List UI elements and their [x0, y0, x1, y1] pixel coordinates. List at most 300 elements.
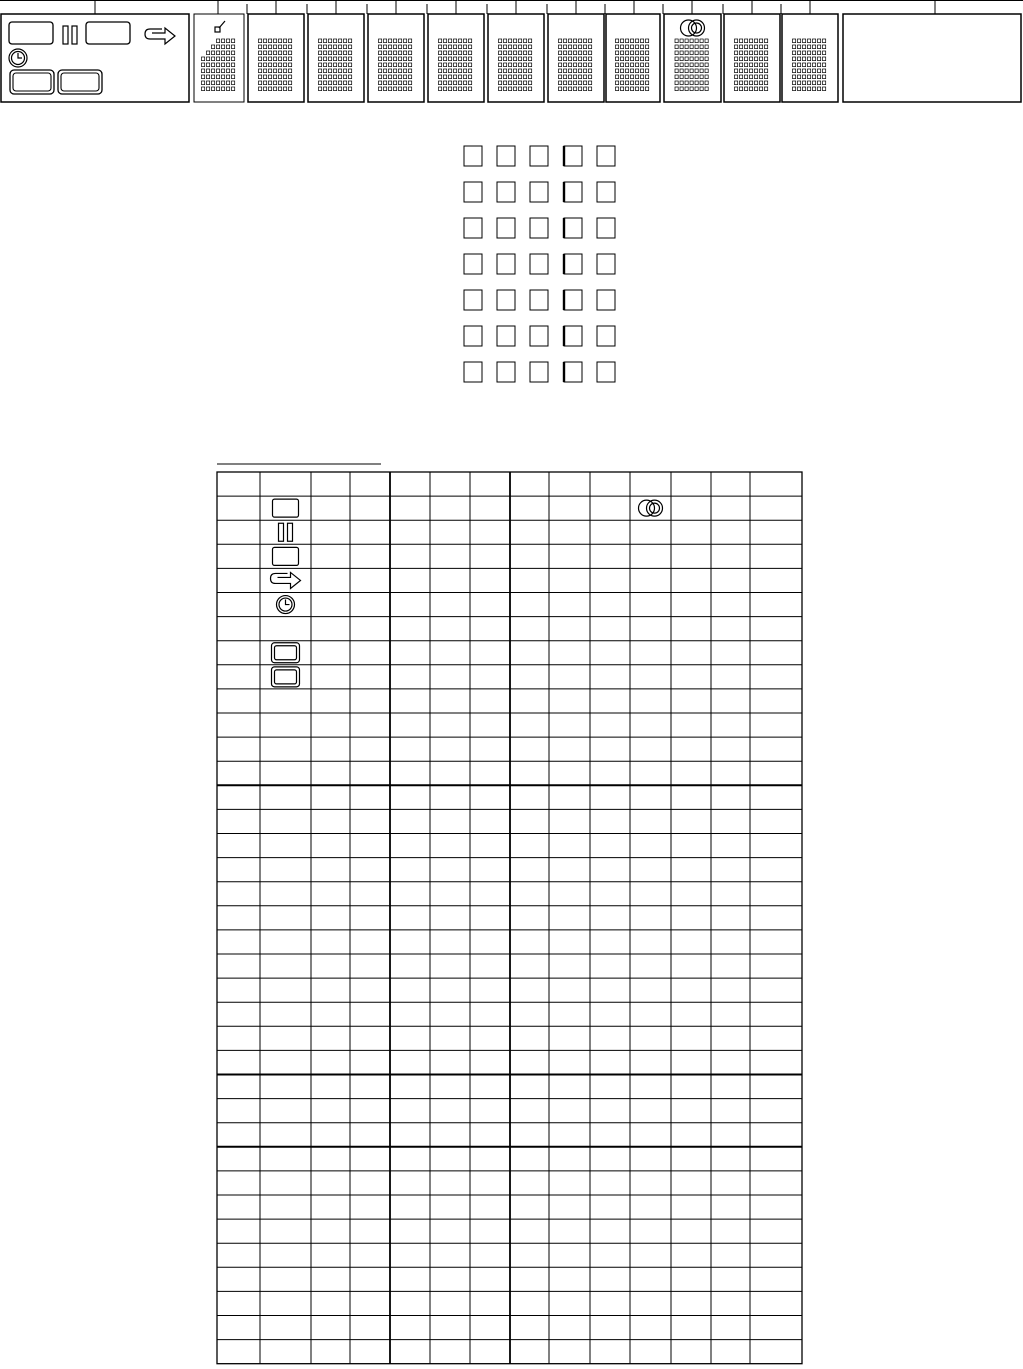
table-cell[interactable]: [630, 1219, 671, 1243]
table-cell[interactable]: [549, 1291, 590, 1315]
table-cell[interactable]: [390, 1316, 430, 1340]
table-cell[interactable]: [260, 737, 311, 761]
table-cell[interactable]: [590, 1340, 630, 1364]
table-cell[interactable]: [430, 809, 470, 833]
table-cell[interactable]: [390, 930, 430, 954]
table-cell[interactable]: [470, 834, 510, 858]
table-cell[interactable]: [260, 472, 311, 496]
table-cell[interactable]: [217, 858, 260, 882]
table-cell[interactable]: [470, 761, 510, 785]
table-cell[interactable]: [590, 1219, 630, 1243]
table-cell[interactable]: [217, 1219, 260, 1243]
table-cell[interactable]: [390, 1002, 430, 1026]
table-cell[interactable]: [750, 1267, 802, 1291]
table-cell[interactable]: [630, 1123, 671, 1147]
table-cell[interactable]: [671, 785, 711, 809]
key-cell[interactable]: [597, 146, 615, 166]
table-cell[interactable]: [430, 1340, 470, 1364]
table-cell[interactable]: [430, 954, 470, 978]
table-cell[interactable]: [671, 472, 711, 496]
table-cell[interactable]: [470, 1123, 510, 1147]
table-cell[interactable]: [711, 785, 750, 809]
table-cell[interactable]: [470, 1050, 510, 1074]
table-cell[interactable]: [350, 1291, 390, 1315]
table-cell[interactable]: [430, 472, 470, 496]
table-cell[interactable]: [350, 809, 390, 833]
table-cell[interactable]: [590, 689, 630, 713]
table-cell[interactable]: [590, 1075, 630, 1099]
table-cell[interactable]: [470, 737, 510, 761]
table-cell[interactable]: [350, 858, 390, 882]
table-cell[interactable]: [549, 1219, 590, 1243]
key-cell[interactable]: [464, 290, 482, 310]
table-cell[interactable]: [260, 761, 311, 785]
table-cell[interactable]: [390, 1123, 430, 1147]
table-cell[interactable]: [430, 1026, 470, 1050]
table-cell[interactable]: [750, 1243, 802, 1267]
table-cell[interactable]: [430, 906, 470, 930]
table-cell[interactable]: [217, 954, 260, 978]
table-cell[interactable]: [217, 689, 260, 713]
table-cell[interactable]: [350, 568, 390, 592]
key-cell[interactable]: [564, 290, 582, 310]
table-cell[interactable]: [711, 954, 750, 978]
table-cell[interactable]: [630, 809, 671, 833]
table-cell[interactable]: [590, 1243, 630, 1267]
control-button[interactable]: [58, 70, 102, 94]
table-cell[interactable]: [671, 1219, 711, 1243]
table-cell[interactable]: [311, 809, 350, 833]
key-cell[interactable]: [464, 146, 482, 166]
table-cell[interactable]: [671, 1026, 711, 1050]
table-cell[interactable]: [390, 882, 430, 906]
table-cell[interactable]: [750, 1002, 802, 1026]
table-cell[interactable]: [630, 520, 671, 544]
table-cell[interactable]: [711, 713, 750, 737]
table-cell[interactable]: [430, 520, 470, 544]
table-cell[interactable]: [311, 593, 350, 617]
table-cell[interactable]: [630, 834, 671, 858]
table-cell[interactable]: [510, 496, 549, 520]
table-cell[interactable]: [430, 593, 470, 617]
table-cell[interactable]: [750, 665, 802, 689]
table-cell[interactable]: [217, 809, 260, 833]
control-button[interactable]: [10, 70, 54, 94]
table-cell[interactable]: [311, 689, 350, 713]
table-cell[interactable]: [711, 1219, 750, 1243]
table-cell[interactable]: [711, 617, 750, 641]
table-cell[interactable]: [311, 1267, 350, 1291]
table-cell[interactable]: [311, 1099, 350, 1123]
table-cell[interactable]: [549, 1075, 590, 1099]
table-cell[interactable]: [549, 809, 590, 833]
table-cell[interactable]: [549, 1340, 590, 1364]
table-cell[interactable]: [510, 1050, 549, 1074]
table-cell[interactable]: [711, 737, 750, 761]
control-button[interactable]: [9, 22, 53, 44]
table-cell[interactable]: [260, 1050, 311, 1074]
table-cell[interactable]: [549, 1147, 590, 1171]
table-cell[interactable]: [260, 785, 311, 809]
key-cell[interactable]: [464, 218, 482, 238]
table-cell[interactable]: [217, 761, 260, 785]
table-cell[interactable]: [590, 761, 630, 785]
table-cell[interactable]: [470, 785, 510, 809]
table-cell[interactable]: [671, 1123, 711, 1147]
table-cell[interactable]: [671, 713, 711, 737]
table-cell[interactable]: [590, 858, 630, 882]
key-cell[interactable]: [564, 326, 582, 346]
table-cell[interactable]: [750, 593, 802, 617]
table-cell[interactable]: [260, 930, 311, 954]
table-cell[interactable]: [549, 906, 590, 930]
table-cell[interactable]: [430, 930, 470, 954]
table-cell[interactable]: [750, 1316, 802, 1340]
table-cell[interactable]: [470, 1267, 510, 1291]
table-cell[interactable]: [510, 785, 549, 809]
table-cell[interactable]: [311, 882, 350, 906]
table-cell[interactable]: [510, 665, 549, 689]
table-cell[interactable]: [311, 785, 350, 809]
table-cell[interactable]: [311, 496, 350, 520]
table-cell[interactable]: [470, 1026, 510, 1050]
key-cell[interactable]: [530, 326, 548, 346]
table-cell[interactable]: [390, 1291, 430, 1315]
table-cell[interactable]: [350, 1340, 390, 1364]
table-cell[interactable]: [430, 713, 470, 737]
table-cell[interactable]: [630, 544, 671, 568]
table-cell[interactable]: [750, 689, 802, 713]
table-cell[interactable]: [470, 689, 510, 713]
table-cell[interactable]: [260, 978, 311, 1002]
table-cell[interactable]: [390, 1147, 430, 1171]
table-cell[interactable]: [430, 1123, 470, 1147]
table-cell[interactable]: [430, 1291, 470, 1315]
key-cell[interactable]: [497, 182, 515, 202]
table-cell[interactable]: [510, 1291, 549, 1315]
table-cell[interactable]: [671, 930, 711, 954]
table-cell[interactable]: [590, 568, 630, 592]
table-cell[interactable]: [750, 954, 802, 978]
table-cell[interactable]: [630, 1340, 671, 1364]
table-cell[interactable]: [711, 1243, 750, 1267]
table-cell[interactable]: [510, 1171, 549, 1195]
table-cell[interactable]: [750, 1340, 802, 1364]
table-cell[interactable]: [430, 641, 470, 665]
table-cell[interactable]: [430, 1267, 470, 1291]
table-cell[interactable]: [350, 737, 390, 761]
table-cell[interactable]: [750, 1195, 802, 1219]
table-cell[interactable]: [510, 1267, 549, 1291]
table-cell[interactable]: [711, 544, 750, 568]
table-cell[interactable]: [510, 1123, 549, 1147]
table-cell[interactable]: [549, 1267, 590, 1291]
table-cell[interactable]: [750, 1026, 802, 1050]
table-cell[interactable]: [350, 1267, 390, 1291]
table-cell[interactable]: [430, 1075, 470, 1099]
table-cell[interactable]: [390, 1267, 430, 1291]
table-cell[interactable]: [711, 978, 750, 1002]
table-cell[interactable]: [630, 954, 671, 978]
table-cell[interactable]: [549, 641, 590, 665]
table-cell[interactable]: [260, 1219, 311, 1243]
control-button[interactable]: [86, 22, 130, 44]
key-cell[interactable]: [464, 254, 482, 274]
table-cell[interactable]: [510, 617, 549, 641]
table-cell[interactable]: [311, 617, 350, 641]
table-cell[interactable]: [470, 472, 510, 496]
table-cell[interactable]: [390, 785, 430, 809]
table-cell[interactable]: [390, 568, 430, 592]
table-cell[interactable]: [590, 1123, 630, 1147]
key-cell[interactable]: [564, 146, 582, 166]
table-cell[interactable]: [711, 906, 750, 930]
table-cell[interactable]: [311, 1123, 350, 1147]
table-cell[interactable]: [750, 809, 802, 833]
table-cell[interactable]: [750, 472, 802, 496]
table-cell[interactable]: [671, 1002, 711, 1026]
table-cell[interactable]: [750, 641, 802, 665]
table-cell[interactable]: [711, 834, 750, 858]
table-cell[interactable]: [510, 1147, 549, 1171]
table-cell[interactable]: [260, 1316, 311, 1340]
table-cell[interactable]: [711, 882, 750, 906]
table-cell[interactable]: [671, 1195, 711, 1219]
table-cell[interactable]: [311, 520, 350, 544]
table-cell[interactable]: [350, 1243, 390, 1267]
strip-panel[interactable]: [194, 0, 244, 102]
table-cell[interactable]: [311, 1219, 350, 1243]
table-cell[interactable]: [549, 954, 590, 978]
table-cell[interactable]: [630, 930, 671, 954]
key-cell[interactable]: [564, 218, 582, 238]
strip-panel[interactable]: [605, 0, 660, 102]
table-cell[interactable]: [311, 1243, 350, 1267]
table-cell[interactable]: [350, 1050, 390, 1074]
table-cell[interactable]: [260, 1243, 311, 1267]
table-cell[interactable]: [260, 1171, 311, 1195]
table-cell[interactable]: [549, 978, 590, 1002]
table-cell[interactable]: [711, 1002, 750, 1026]
table-cell[interactable]: [510, 472, 549, 496]
table-cell[interactable]: [260, 1291, 311, 1315]
strip-panel[interactable]: [367, 0, 424, 102]
table-cell[interactable]: [311, 906, 350, 930]
key-cell[interactable]: [597, 326, 615, 346]
table-cell[interactable]: [390, 1219, 430, 1243]
strip-panel[interactable]: [547, 0, 604, 102]
table-cell[interactable]: [350, 1002, 390, 1026]
table-cell[interactable]: [549, 617, 590, 641]
table-cell[interactable]: [630, 882, 671, 906]
table-cell[interactable]: [510, 834, 549, 858]
table-cell[interactable]: [711, 568, 750, 592]
table-cell[interactable]: [549, 1171, 590, 1195]
table-cell[interactable]: [390, 520, 430, 544]
table-cell[interactable]: [470, 978, 510, 1002]
table-cell[interactable]: [750, 617, 802, 641]
table-cell[interactable]: [390, 1026, 430, 1050]
table-cell[interactable]: [390, 906, 430, 930]
table-cell[interactable]: [671, 954, 711, 978]
table-cell[interactable]: [470, 858, 510, 882]
table-cell[interactable]: [217, 544, 260, 568]
table-cell[interactable]: [470, 882, 510, 906]
table-cell[interactable]: [510, 978, 549, 1002]
table-cell[interactable]: [390, 954, 430, 978]
table-cell[interactable]: [390, 1075, 430, 1099]
table-cell[interactable]: [671, 665, 711, 689]
table-cell[interactable]: [390, 761, 430, 785]
table-cell[interactable]: [549, 858, 590, 882]
control-button[interactable]: [145, 28, 175, 44]
table-cell[interactable]: [549, 761, 590, 785]
table-cell[interactable]: [630, 785, 671, 809]
table-cell[interactable]: [350, 1316, 390, 1340]
table-cell[interactable]: [630, 1267, 671, 1291]
table-cell[interactable]: [549, 1243, 590, 1267]
table-cell[interactable]: [430, 737, 470, 761]
table-cell[interactable]: [711, 472, 750, 496]
table-cell[interactable]: [350, 472, 390, 496]
table-cell[interactable]: [750, 544, 802, 568]
table-cell[interactable]: [470, 713, 510, 737]
table-cell[interactable]: [350, 593, 390, 617]
table-cell[interactable]: [590, 785, 630, 809]
table-cell[interactable]: [260, 906, 311, 930]
table-cell[interactable]: [311, 1171, 350, 1195]
table-cell[interactable]: [350, 761, 390, 785]
table-cell[interactable]: [470, 568, 510, 592]
table-cell[interactable]: [711, 665, 750, 689]
table-cell[interactable]: [311, 665, 350, 689]
key-cell[interactable]: [497, 362, 515, 382]
table-cell[interactable]: [750, 761, 802, 785]
table-cell[interactable]: [510, 641, 549, 665]
table-cell[interactable]: [510, 1316, 549, 1340]
table-cell[interactable]: [630, 761, 671, 785]
table-cell[interactable]: [350, 1219, 390, 1243]
table-cell[interactable]: [549, 882, 590, 906]
table-cell[interactable]: [510, 520, 549, 544]
table-cell[interactable]: [750, 1171, 802, 1195]
key-cell[interactable]: [597, 362, 615, 382]
table-cell[interactable]: [711, 1075, 750, 1099]
table-cell[interactable]: [430, 1171, 470, 1195]
table-cell[interactable]: [217, 737, 260, 761]
table-cell[interactable]: [311, 472, 350, 496]
table-cell[interactable]: [390, 978, 430, 1002]
table-cell[interactable]: [510, 954, 549, 978]
table-cell[interactable]: [510, 544, 549, 568]
table-cell[interactable]: [510, 809, 549, 833]
table-cell[interactable]: [590, 544, 630, 568]
table-cell[interactable]: [590, 1099, 630, 1123]
table-cell[interactable]: [671, 978, 711, 1002]
key-cell[interactable]: [530, 182, 548, 202]
table-cell[interactable]: [470, 809, 510, 833]
table-cell[interactable]: [311, 641, 350, 665]
table-cell[interactable]: [750, 785, 802, 809]
table-cell[interactable]: [311, 1340, 350, 1364]
table-cell[interactable]: [711, 496, 750, 520]
table-cell[interactable]: [430, 1219, 470, 1243]
table-cell[interactable]: [311, 1316, 350, 1340]
table-cell[interactable]: [630, 1291, 671, 1315]
table-cell[interactable]: [350, 520, 390, 544]
table-cell[interactable]: [711, 858, 750, 882]
key-cell[interactable]: [564, 182, 582, 202]
table-cell[interactable]: [311, 761, 350, 785]
key-cell[interactable]: [497, 146, 515, 166]
table-cell[interactable]: [430, 617, 470, 641]
table-cell[interactable]: [390, 834, 430, 858]
table-cell[interactable]: [390, 713, 430, 737]
table-cell[interactable]: [590, 665, 630, 689]
table-cell[interactable]: [390, 641, 430, 665]
table-cell[interactable]: [390, 1099, 430, 1123]
key-cell[interactable]: [597, 182, 615, 202]
table-cell[interactable]: [311, 1002, 350, 1026]
table-cell[interactable]: [311, 978, 350, 1002]
table-cell[interactable]: [430, 1243, 470, 1267]
table-cell[interactable]: [549, 665, 590, 689]
table-cell[interactable]: [470, 1316, 510, 1340]
table-cell[interactable]: [750, 568, 802, 592]
table-cell[interactable]: [549, 713, 590, 737]
table-cell[interactable]: [311, 568, 350, 592]
table-cell[interactable]: [217, 665, 260, 689]
table-cell[interactable]: [470, 1291, 510, 1315]
table-cell[interactable]: [350, 1026, 390, 1050]
table-cell[interactable]: [350, 496, 390, 520]
table-cell[interactable]: [217, 785, 260, 809]
table-cell[interactable]: [750, 737, 802, 761]
table-cell[interactable]: [510, 761, 549, 785]
table-cell[interactable]: [260, 834, 311, 858]
table-cell[interactable]: [630, 1316, 671, 1340]
table-cell[interactable]: [350, 882, 390, 906]
table-cell[interactable]: [549, 472, 590, 496]
table-cell[interactable]: [549, 496, 590, 520]
table-cell[interactable]: [311, 1195, 350, 1219]
table-cell[interactable]: [671, 1340, 711, 1364]
table-cell[interactable]: [260, 665, 311, 689]
table-cell[interactable]: [350, 930, 390, 954]
table-cell[interactable]: [217, 906, 260, 930]
table-cell[interactable]: [390, 858, 430, 882]
table-cell[interactable]: [390, 544, 430, 568]
strip-panel[interactable]: [723, 0, 780, 102]
table-cell[interactable]: [350, 834, 390, 858]
table-cell[interactable]: [750, 1219, 802, 1243]
key-cell[interactable]: [597, 254, 615, 274]
table-cell[interactable]: [510, 737, 549, 761]
strip-panel[interactable]: [427, 0, 484, 102]
table-cell[interactable]: [630, 1099, 671, 1123]
table-cell[interactable]: [470, 665, 510, 689]
table-cell[interactable]: [350, 1123, 390, 1147]
table-cell[interactable]: [430, 978, 470, 1002]
table-cell[interactable]: [260, 689, 311, 713]
table-cell[interactable]: [350, 1075, 390, 1099]
table-cell[interactable]: [217, 472, 260, 496]
key-cell[interactable]: [497, 290, 515, 310]
table-cell[interactable]: [260, 641, 311, 665]
table-cell[interactable]: [217, 1147, 260, 1171]
table-cell[interactable]: [260, 1267, 311, 1291]
table-cell[interactable]: [549, 1050, 590, 1074]
